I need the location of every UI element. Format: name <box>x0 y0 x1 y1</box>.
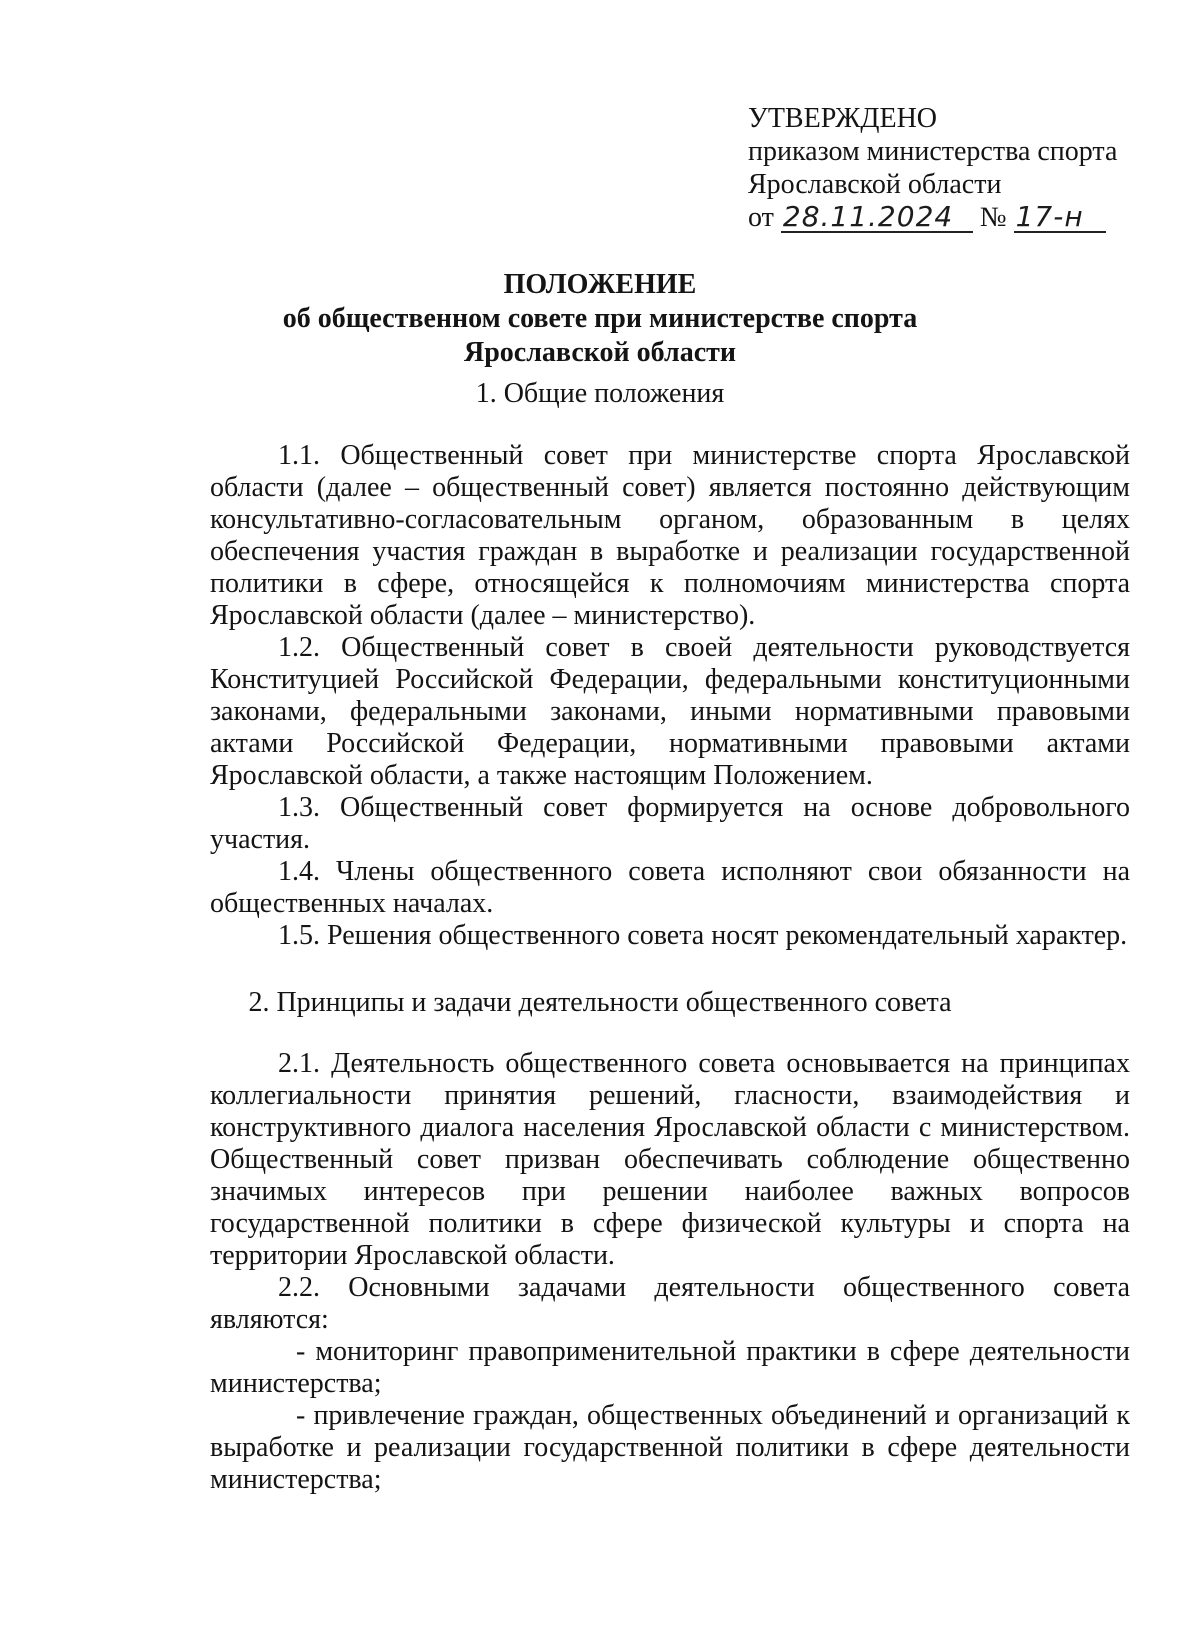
approval-stamp <box>748 102 1117 234</box>
paragraph-1-2: 1.2. Общественный совет в своей деятельности руководствуется Конституцией Российской Федерации, федеральными конституционными законами, федеральными законами, иными нормативными правовыми актами Российской Федерации, нормативными правовыми актами Ярославской области, а также настоящим Положением. <box>210 632 1130 791</box>
bullet-item-1: - мониторинг правоприменительной практики в сфере деятельности министерства; <box>210 1336 1130 1399</box>
paragraph-1-4: 1.4. Члены общественного совета исполняют свои обязанности на общественных началах. <box>210 856 1130 919</box>
approval-line-1: приказом министерства спорта <box>748 136 1118 167</box>
title-sub-2: Ярославской области <box>463 337 737 368</box>
approval-line-2: Ярославской области <box>748 169 1002 200</box>
title-main: ПОЛОЖЕНИЕ <box>503 269 697 300</box>
approval-heading: УТВЕРЖДЕНО <box>748 103 938 134</box>
paragraph-2-1: 2.1. Деятельность общественного совета основывается на принципах коллегиальности принятия решений, гласности, взаимодействия и конструктивного диалога населения Ярославской области с министерством. Общественный совет призван обеспечивать соблюдение общественно значимых интересов при решении наиболее важных вопросов государственной политики в сфере физической культуры и спорта на территории Ярославской области. <box>210 1048 1130 1271</box>
section-2-body <box>210 1048 1130 1496</box>
section-1-body <box>210 440 1130 952</box>
section-2-heading: 2. Принципы и задачи деятельности общественного совета <box>248 987 952 1018</box>
handwritten-date: 28.11.2024 <box>781 203 973 233</box>
paragraph-2-2: 2.2. Основными задачами деятельности общественного совета являются: <box>210 1272 1130 1335</box>
approval-date-line <box>748 201 1117 234</box>
title-sub-1: об общественном совете при министерстве спорта <box>282 303 918 334</box>
from-label: от <box>748 202 774 233</box>
paragraph-1-3: 1.3. Общественный совет формируется на основе добровольного участия. <box>210 792 1130 855</box>
handwritten-number: 17-н <box>1014 203 1106 233</box>
paragraph-1-1: 1.1. Общественный совет при министерстве спорта Ярославской области (далее – общественный совет) является постоянно действующим консультативно-согласовательным органом, образованным в целях обеспечения участия граждан в выработке и реализации государственной политики в сфере, относящейся к полномочиям министерства спорта Ярославской области (далее – министерство). <box>210 440 1130 631</box>
document-title <box>0 268 1200 370</box>
bullet-item-2: - привлечение граждан, общественных объединений и организаций к выработке и реализации государственной политики в сфере деятельности министерства; <box>210 1400 1130 1495</box>
section-1-heading: 1. Общие положения <box>475 378 725 409</box>
paragraph-1-5: 1.5. Решения общественного совета носят рекомендательный характер. <box>278 920 1128 951</box>
number-label: № <box>979 202 1007 233</box>
